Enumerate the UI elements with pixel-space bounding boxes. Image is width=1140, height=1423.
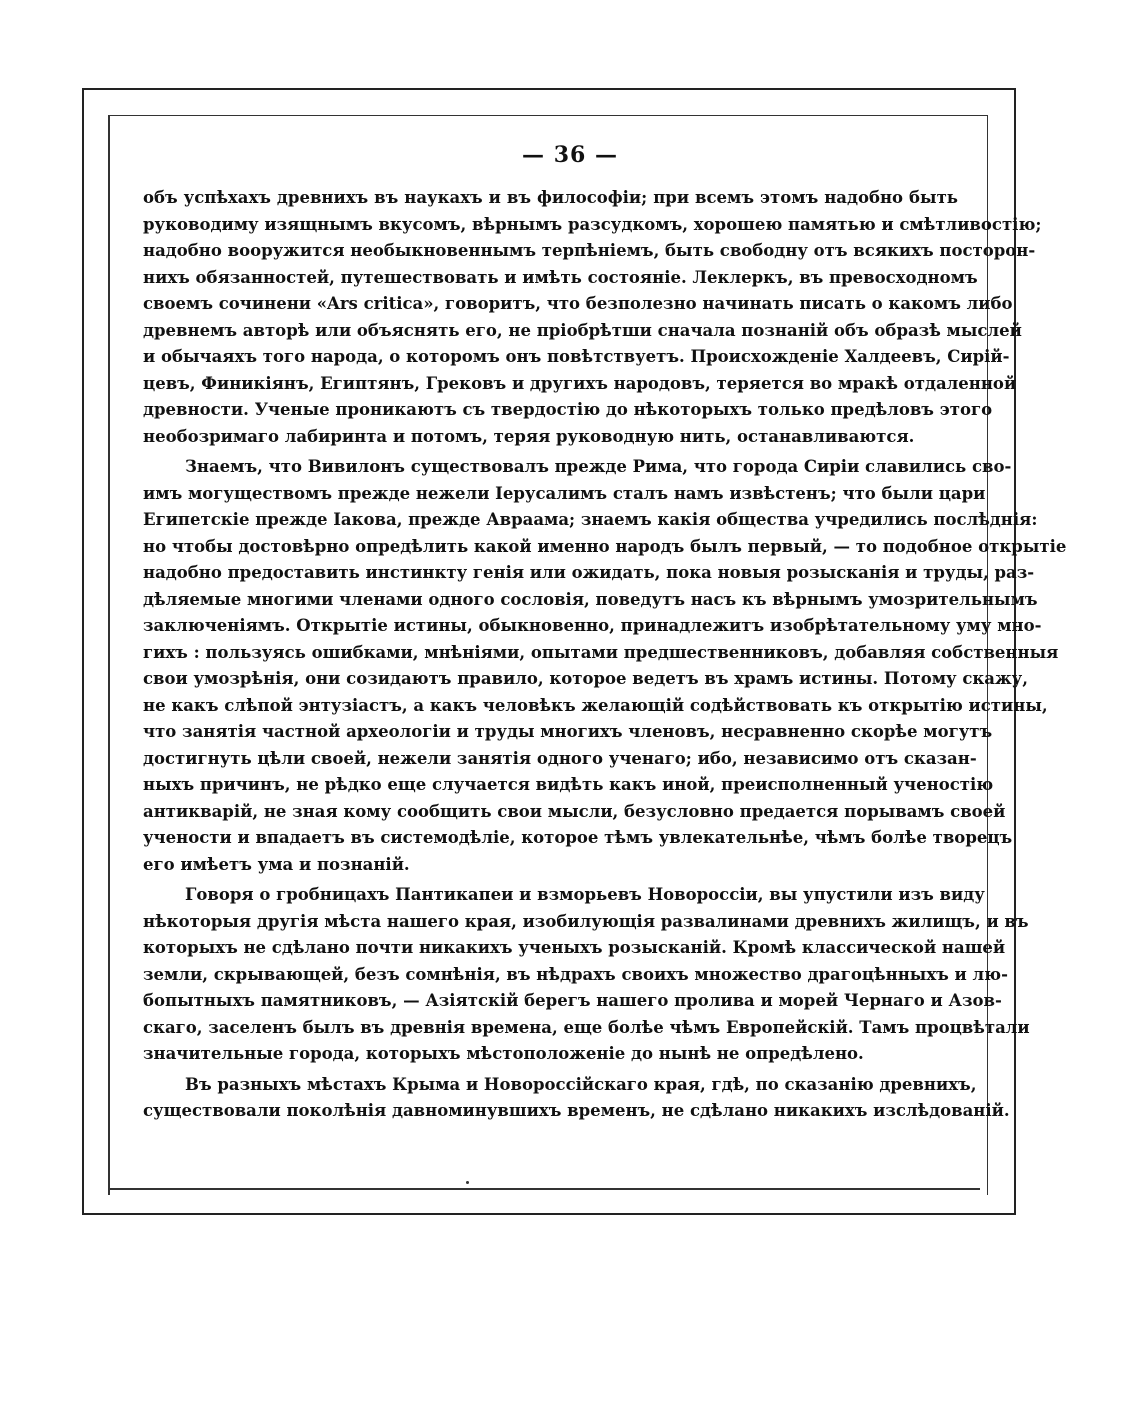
text-line: заключеніямъ. Открытіе истины, обыкновенно, принадлежитъ изобрѣтательному уму мно- [143, 616, 1042, 635]
text-line: достигнуть цѣли своей, нежели занятія одного ученаго; ибо, независимо отъ сказан- [143, 748, 977, 768]
text-line: но чтобы достовѣрно опредѣлить какой именно народъ былъ первый, — то подобное открытіе [143, 536, 1067, 556]
text-line: его имѣетъ ума и познаній. [143, 854, 410, 874]
text-line: учености и впадаетъ въ системодѣліе, которое тѣмъ увлекательнѣе, чѣмъ болѣе творецъ [143, 828, 1013, 847]
text-line: древности. Ученые проникаютъ съ твердостію до нѣкоторыхъ только предѣловъ этого [143, 400, 993, 419]
text-line: не какъ слѣпой энтузіастъ, а какъ человѣкъ желающій содѣйствовать къ открытію истины, [143, 695, 1048, 715]
text-line: Знаемъ, что Вивилонъ существовалъ прежде Рима, что города Сиріи славились сво- [185, 457, 1012, 476]
text-line: Египетскіе прежде Іакова, прежде Авраама; знаемъ какія общества учредились послѣднія: [143, 510, 1038, 529]
text-line: нихъ обязанностей, путешествовать и имѣть состояніе. Леклеркъ, въ превосходномъ [143, 267, 978, 287]
text-line: надобно вооружится необыкновеннымъ терпѣніемъ, быть свободну отъ всякихъ посторон- [143, 241, 1036, 260]
text-line: дѣляемые многими членами одного сословія, поведутъ насъ къ вѣрнымъ умозрительнымъ [143, 589, 1038, 609]
text-line: своемъ сочинени «Ars critica», говоритъ, что безполезно начинать писать о какомъ либо [143, 294, 1013, 313]
body-text [143, 185, 1067, 1129]
text-line: антикварій, не зная кому сообщить свои мысли, безусловно предается порывамъ своей [143, 801, 1006, 821]
paragraph-1 [143, 185, 1042, 450]
text-line: Говоря о гробницахъ Пантикапеи и взморьевъ Новороссіи, вы упустили изъ виду [185, 885, 985, 904]
paragraph-3 [143, 882, 1030, 1068]
text-line: существовали поколѣнія давноминувшихъ временъ, не сдѣлано никакихъ изслѣдованій. [143, 1101, 1010, 1120]
text-line: Въ разныхъ мѣстахъ Крыма и Новороссійскаго края, гдѣ, по сказанію древнихъ, [185, 1074, 977, 1094]
paragraph-2 [143, 454, 1067, 878]
text-line: земли, скрывающей, безъ сомнѣнія, въ нѣдрахъ своихъ множество драгоцѣнныхъ и лю- [143, 964, 1008, 984]
page-number: — 36 — [522, 142, 618, 168]
bottom-dot [466, 1181, 469, 1184]
text-line: что занятія частной археологіи и труды многихъ членовъ, несравненно скорѣе могутъ [143, 722, 993, 741]
text-line: объ успѣхахъ древнихъ въ наукахъ и въ философіи; при всемъ этомъ надобно быть [143, 188, 958, 207]
text-line: которыхъ не сдѣлано почти никакихъ ученыхъ розысканій. Кромѣ классической нашей [143, 938, 1006, 957]
text-line: гихъ : пользуясь ошибками, мнѣніями, опытами предшественниковъ, добавляя собственныя [143, 642, 1059, 662]
text-line: бопытныхъ памятниковъ, — Азіятскій берегъ нашего пролива и морей Чернаго и Азов- [143, 991, 1002, 1010]
text-line: свои умозрѣнія, они созидаютъ правило, которое ведетъ въ храмъ истины. Потому скажу, [143, 669, 1028, 688]
text-line: имъ могуществомъ прежде нежели Іерусалимъ сталъ намъ извѣстенъ; что были цари [143, 483, 986, 503]
text-line: значительные города, которыхъ мѣстоположеніе до нынѣ не опредѣлено. [143, 1044, 864, 1063]
text-line: скаго, заселенъ былъ въ древнія времена, еще болѣе чѣмъ Европейскій. Тамъ процвѣтали [143, 1017, 1030, 1037]
text-line: необозримаго лабиринта и потомъ, теряя руководную нить, останавливаются. [143, 426, 915, 446]
paragraph-4 [143, 1072, 1010, 1125]
text-line: надобно предоставить инстинкту генія или ожидать, пока новыя розысканія и труды, раз- [143, 563, 1035, 582]
text-line: цевъ, Финикіянъ, Египтянъ, Грековъ и другихъ народовъ, теряется во мракѣ отдаленной [143, 373, 1017, 393]
text-line: ныхъ причинъ, не рѣдко еще случается видѣть какъ иной, преисполненный ученостію [143, 775, 994, 794]
text-line: руководиму изящнымъ вкусомъ, вѣрнымъ разсудкомъ, хорошею памятью и смѣтливостію; [143, 214, 1042, 234]
text-line: и обычаяхъ того народа, о которомъ онъ повѣтствуетъ. Происхожденіе Халдеевъ, Сирій- [143, 347, 1010, 366]
text-line: нѣкоторыя другія мѣста нашего края, изобилующія развалинами древнихъ жилищъ, и въ [143, 911, 1029, 931]
bottom-rule [108, 1188, 980, 1190]
text-line: древнемъ авторѣ или объяснять его, не пріобрѣтши сначала познаній объ образѣ мыслей [143, 320, 1022, 340]
